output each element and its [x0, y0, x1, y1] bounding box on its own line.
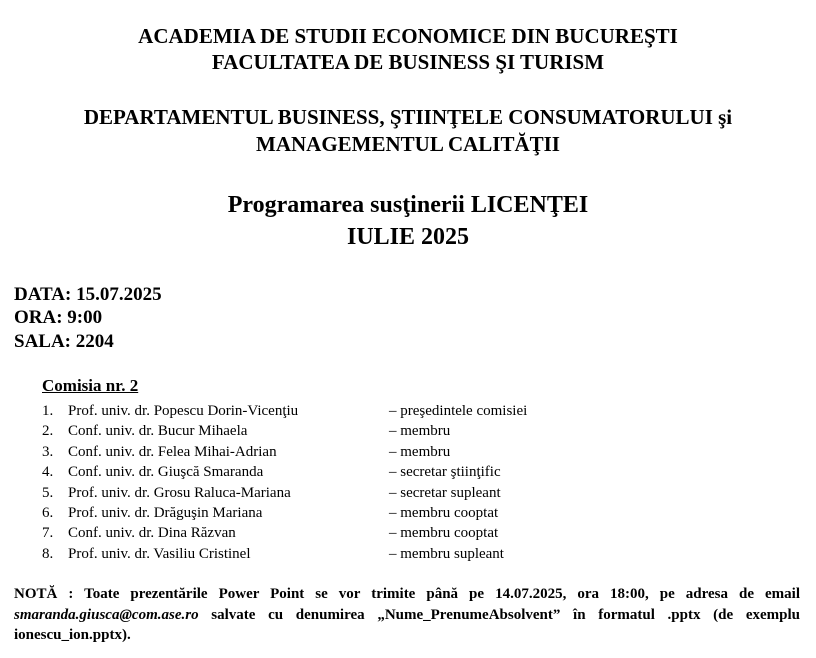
note-text-start: NOTĂ : Toate prezentările Power Point se vor trimite până pe 14.07.2025, ora 18:00, pe adresa de email [14, 586, 800, 602]
member-number: 8. [42, 545, 54, 562]
member-name: Prof. univ. dr. Vasiliu Cristinel [68, 545, 251, 562]
member-role: – secretar supleant [389, 484, 501, 501]
exam-date: DATA: 15.07.2025 [14, 284, 162, 305]
exam-room: SALA: 2204 [14, 331, 114, 352]
member-name: Conf. univ. dr. Felea Mihai-Adrian [68, 443, 277, 460]
member-role: – membru supleant [389, 545, 504, 562]
member-name: Conf. univ. dr. Dina Răzvan [68, 525, 236, 542]
note-text-end: salvate cu denumirea „Nume_PrenumeAbsolvent” în formatul .pptx (de exemplu ionescu_ion.pptx). [14, 606, 800, 643]
member-number: 4. [42, 464, 54, 481]
member-role: – preşedintele comisiei [389, 403, 528, 419]
member-number: 5. [42, 484, 54, 501]
member-role: – secretar ştiinţific [389, 464, 501, 481]
committee-title: Comisia nr. 2 [42, 376, 139, 395]
member-name: Conf. univ. dr. Giuşcă Smaranda [68, 464, 264, 481]
member-role: – membru [389, 423, 451, 440]
faculty-heading: FACULTATEA DE BUSINESS ŞI TURISM [211, 50, 605, 74]
member-role: – membru cooptat [389, 504, 499, 521]
department-heading-line2: MANAGEMENTUL CALITĂŢII [256, 132, 560, 156]
member-name: Prof. univ. dr. Popescu Dorin-Vicenţiu [68, 403, 299, 419]
exam-time: ORA: 9:00 [14, 307, 103, 328]
department-heading-line1: DEPARTAMENTUL BUSINESS, ŞTIINŢELE CONSUMATORULUI şi [83, 105, 733, 129]
member-name: Prof. univ. dr. Grosu Raluca-Mariana [68, 484, 291, 501]
contact-email: smaranda.giusca@com.ase.ro [14, 606, 199, 623]
institution-heading: ACADEMIA DE STUDII ECONOMICE DIN BUCUREŞTI [138, 24, 678, 48]
member-number: 6. [42, 504, 54, 521]
page-subtitle: IULIE 2025 [346, 224, 470, 250]
submission-note [14, 584, 800, 646]
member-role: – membru cooptat [389, 525, 499, 542]
page-title: Programarea susţinerii LICENŢEI [227, 192, 589, 218]
member-number: 3. [42, 443, 54, 460]
member-role: – membru [389, 443, 451, 460]
member-name: Conf. univ. dr. Bucur Mihaela [68, 423, 248, 440]
member-number: 2. [42, 423, 54, 440]
member-number: 1. [42, 403, 54, 419]
member-number: 7. [42, 525, 54, 542]
member-name: Prof. univ. dr. Drăguşin Mariana [68, 504, 263, 521]
